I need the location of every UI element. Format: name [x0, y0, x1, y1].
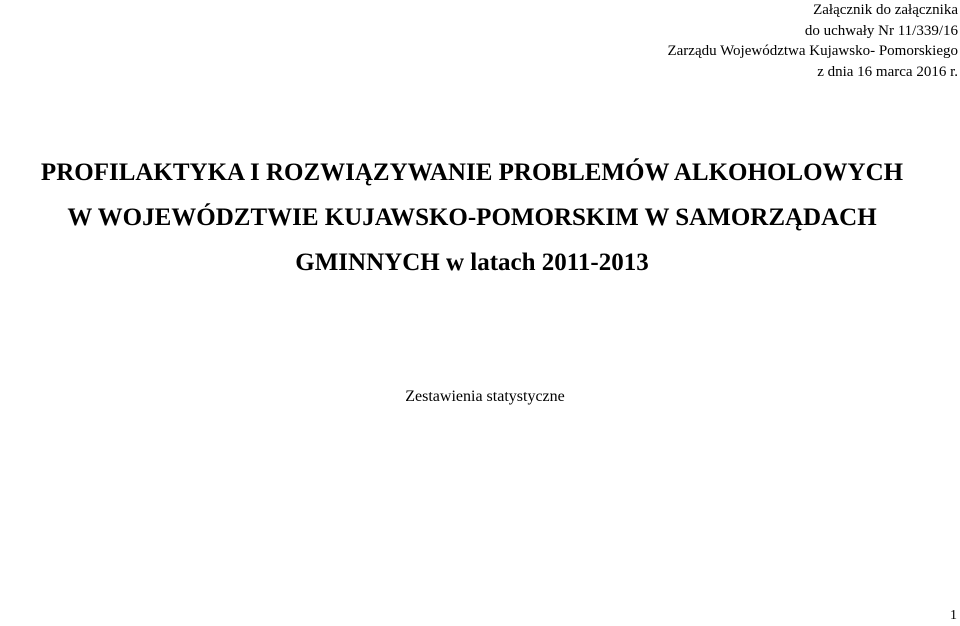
document-title	[0, 150, 944, 285]
header-attachment-line: Załącznik do załącznika	[813, 2, 958, 18]
attachment-header	[667, 0, 958, 82]
document-subtitle: Zestawienia statystyczne	[405, 388, 565, 405]
title-line-2: W WOJEWÓDZTWIE KUJAWSKO-POMORSKIM W SAMORZĄDACH	[67, 204, 877, 231]
header-resolution-line: do uchwały Nr 11/339/16	[804, 22, 958, 39]
page-number: 1	[950, 608, 957, 623]
title-line-1: PROFILAKTYKA I ROZWIĄZYWANIE PROBLEMÓW ALKOHOLOWYCH	[40, 159, 904, 186]
title-line-3: GMINNYCH w latach 2011-2013	[295, 249, 649, 276]
header-date-line: z dnia 16 marca 2016 r.	[817, 63, 958, 80]
header-board-line: Zarządu Województwa Kujawsko- Pomorskiego	[667, 43, 958, 59]
